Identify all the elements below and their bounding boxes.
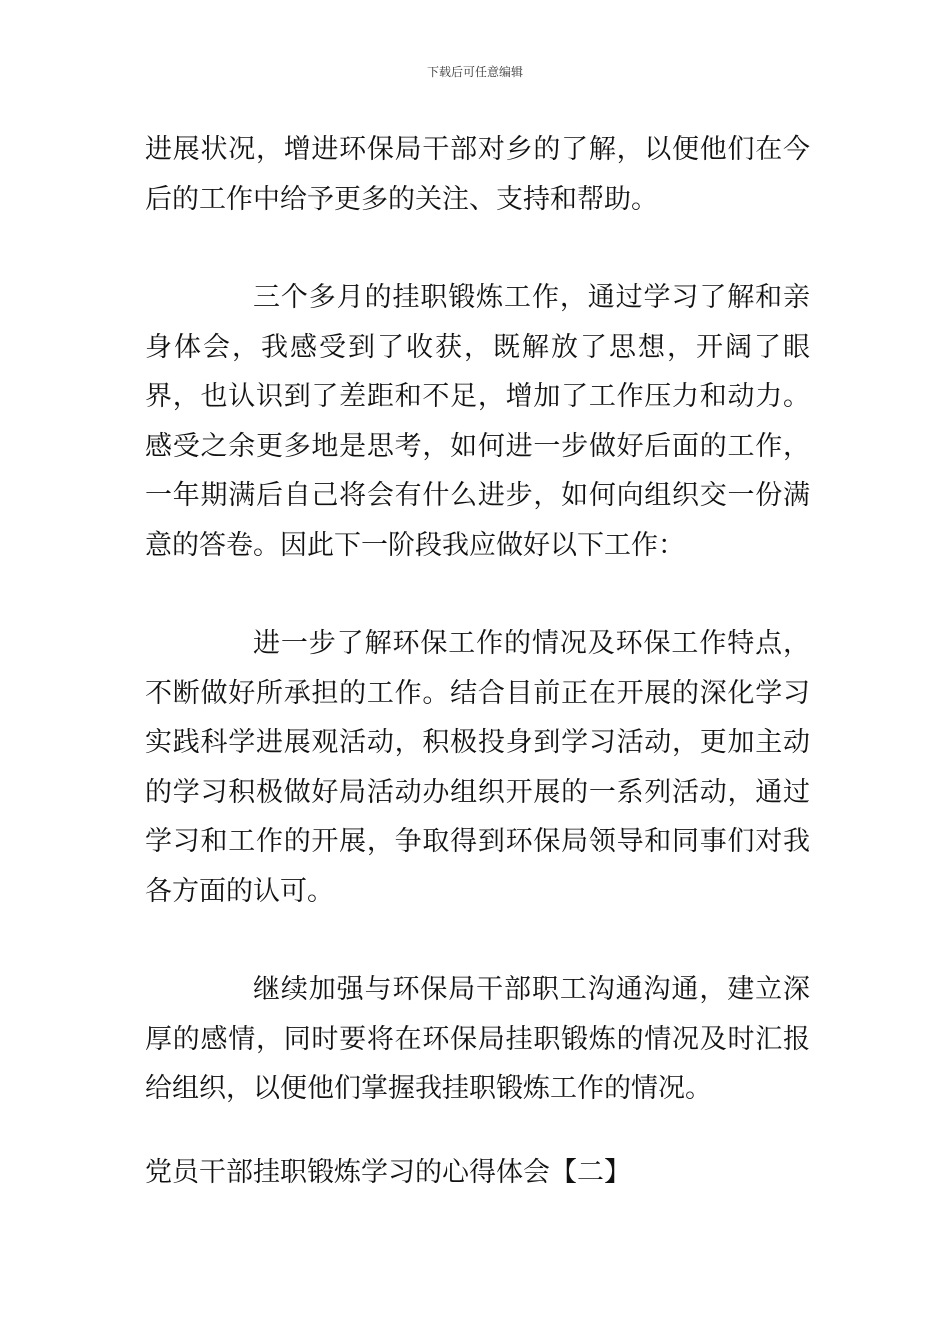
section-heading: 党员干部挂职锻炼学习的心得体会【二】	[145, 1156, 631, 1188]
paragraph-reflection: 三个多月的挂职锻炼工作，通过学习了解和亲身体会，我感受到了收获，既解放了思想，开阔了眼界，也认识到了差距和不足，增加了工作压力和动力。感受之余更多地是思考，如何进一步做好后面的工作，一年期满后自己将会有什么进步，如何向组织交一份满意的答卷。因此下一阶段我应做好以下工作：	[145, 282, 810, 561]
paragraph-work-plan-1: 进一步了解环保工作的情况及环保工作特点，不断做好所承担的工作。结合目前正在开展的深化学习实践科学进展观活动，积极投身到学习活动，更加主动的学习积极做好局活动办组织开展的一系列活动，通过学习和工作的开展，争取得到环保局领导和同事们对我各方面的认可。	[145, 628, 810, 907]
paragraph-continuation: 进展状况，增进环保局干部对乡的了解，以便他们在今后的工作中给予更多的关注、支持和帮助。	[145, 134, 810, 215]
paragraph-work-plan-2: 继续加强与环保局干部职工沟通沟通，建立深厚的感情，同时要将在环保局挂职锻炼的情况及时汇报给组织，以便他们掌握我挂职锻炼工作的情况。	[145, 974, 810, 1104]
document-body	[145, 125, 810, 1197]
page-header-note: 下载后可任意编辑	[426, 65, 523, 79]
